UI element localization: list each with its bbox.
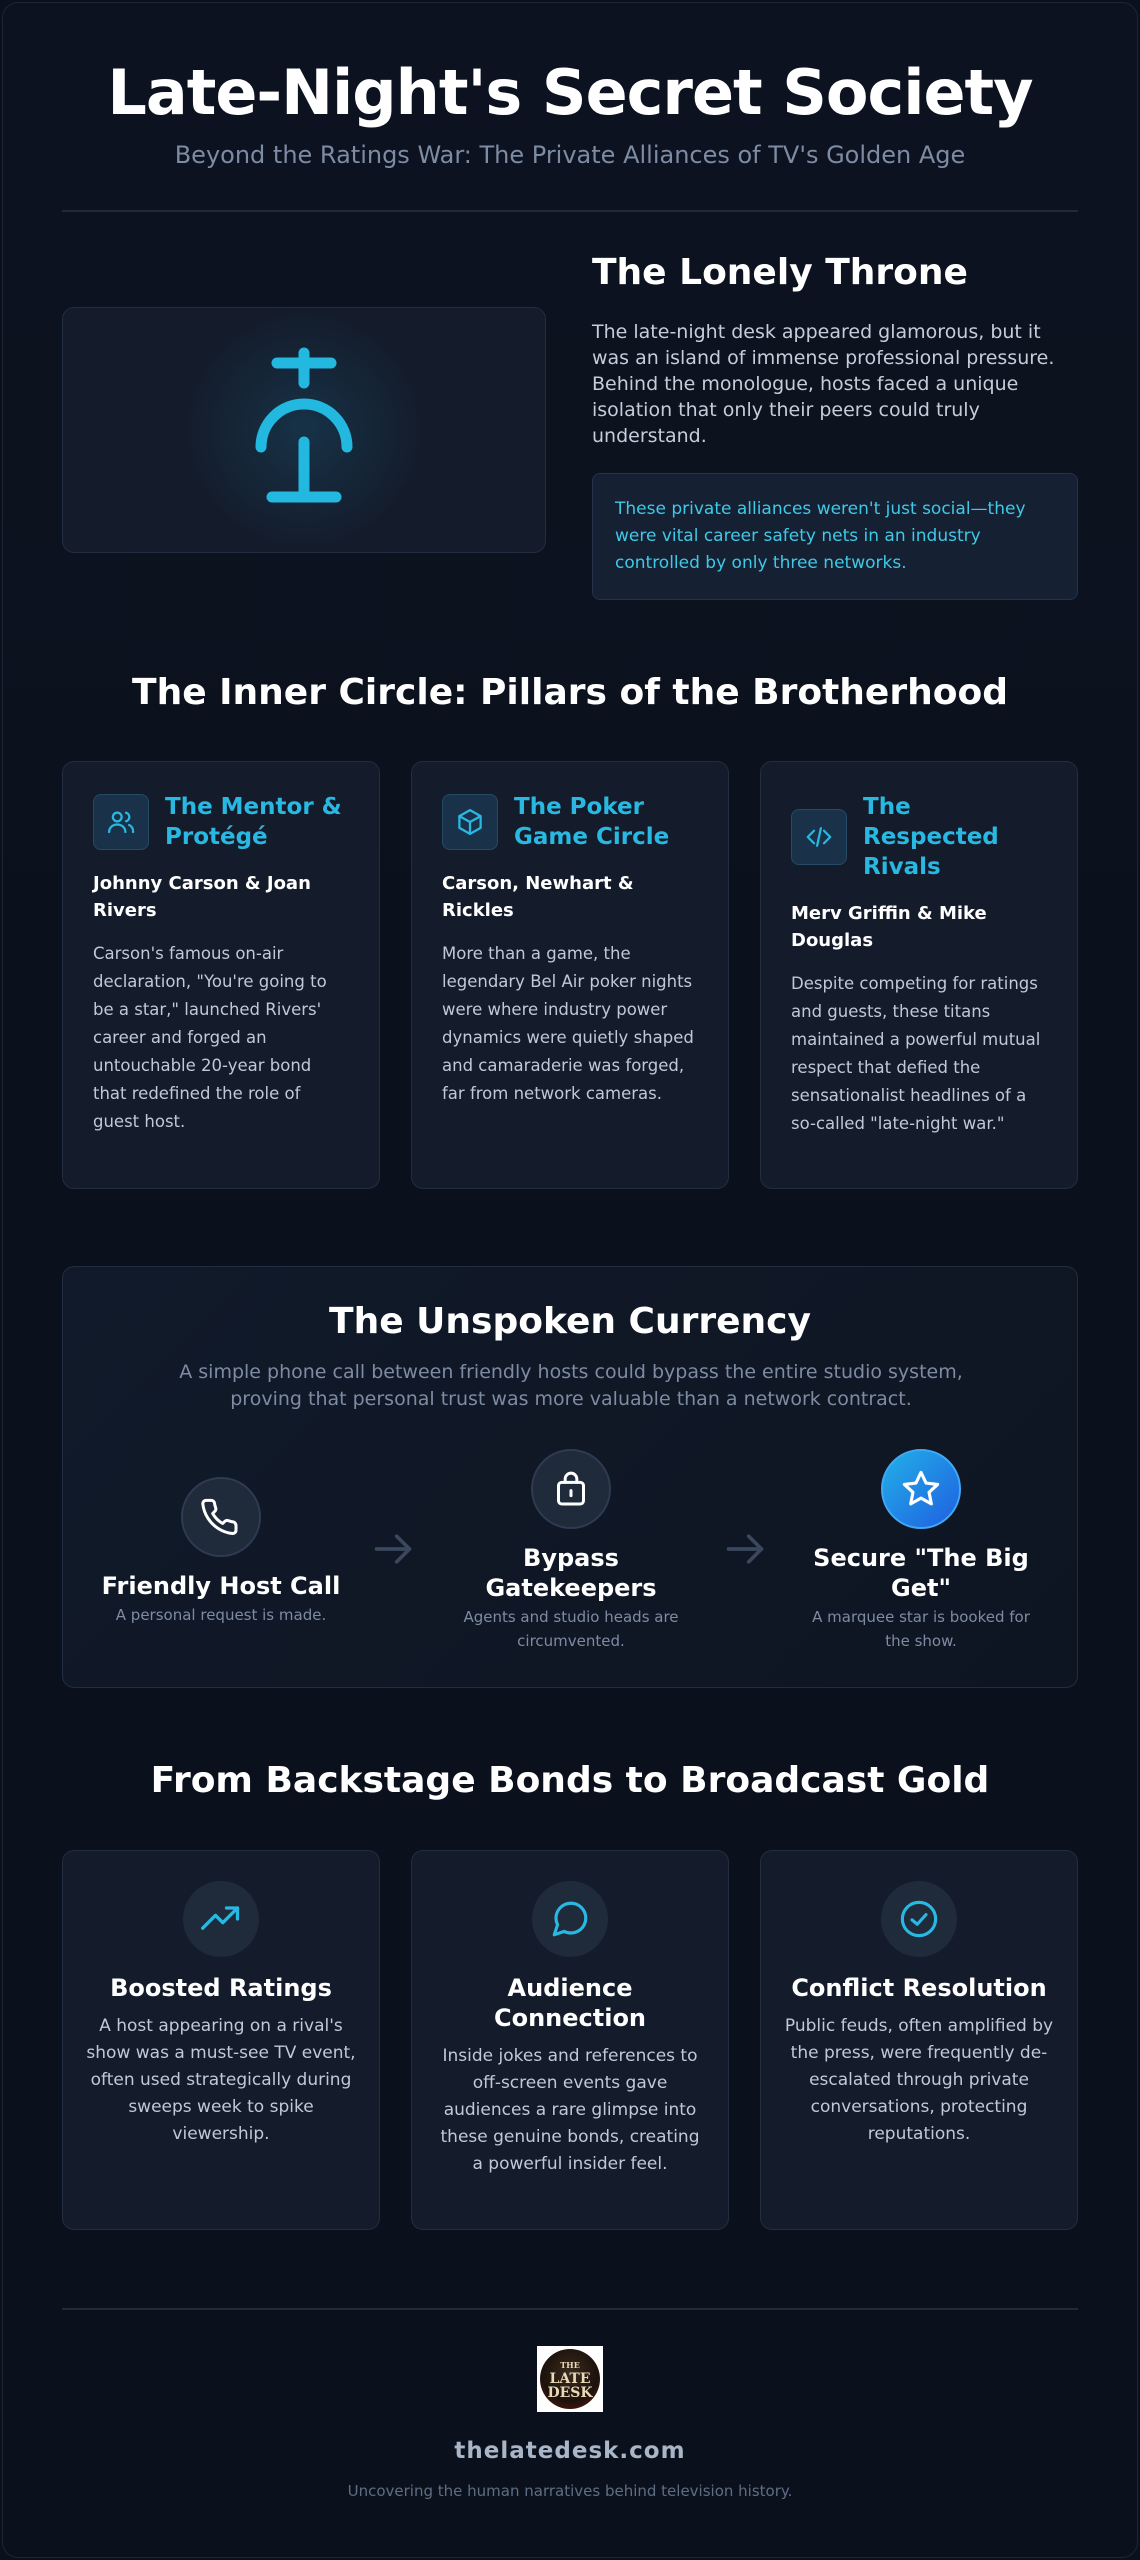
currency-heading: The Unspoken Currency bbox=[329, 1301, 811, 1342]
pillar-names: Johnny Carson & Joan Rivers bbox=[93, 873, 311, 921]
footer-tagline: Uncovering the human narratives behind television history. bbox=[347, 2482, 793, 2500]
star-icon bbox=[881, 1449, 961, 1529]
pillar-card-poker bbox=[411, 761, 729, 1189]
pillar-body: Carson's famous on-air declaration, "You're going to be a star," launched Rivers' career and forged an untouchable 20-year bond that redefined the role of guest host. bbox=[93, 944, 327, 1131]
benefits-heading: From Backstage Bonds to Broadcast Gold bbox=[150, 1760, 990, 1801]
throne-body: The late-night desk appeared glamorous, but it was an island of immense professional pressure. Behind the monologue, hosts faced a unique isolation that only their peers could truly understand. bbox=[592, 321, 1055, 447]
inner-circle-heading: The Inner Circle: Pillars of the Brotherhood bbox=[132, 672, 1008, 713]
phone-icon bbox=[181, 1477, 261, 1557]
site-link[interactable]: thelatedesk.com bbox=[454, 2438, 686, 2464]
page-subtitle: Beyond the Ratings War: The Private Alliances of TV's Golden Age bbox=[174, 141, 966, 169]
step-title: Friendly Host Call bbox=[101, 1572, 341, 1600]
footer bbox=[0, 2346, 1140, 2500]
benefit-title: Conflict Resolution bbox=[791, 1974, 1047, 2002]
step-desc: A personal request is made. bbox=[115, 1606, 327, 1624]
throne-heading: The Lonely Throne bbox=[592, 252, 968, 293]
lamp-post-icon bbox=[239, 345, 369, 515]
throne-callout: These private alliances weren't just social—they were vital career safety nets in an industry controlled by only three networks. bbox=[592, 473, 1078, 600]
benefit-card-conflict bbox=[760, 1850, 1078, 2230]
pillar-title: The Mentor & Protégé bbox=[165, 794, 342, 850]
pillar-body: More than a game, the legendary Bel Air poker nights were where industry power dynamics were quietly shaped and camaraderie was forged, far from network cameras. bbox=[442, 944, 694, 1103]
divider bbox=[62, 2308, 1078, 2310]
code-icon bbox=[791, 809, 847, 865]
arrow-right-icon bbox=[723, 1527, 767, 1571]
benefit-body: Inside jokes and references to off-screen events gave audiences a rare glimpse into these genuine bonds, creating a powerful insider feel. bbox=[440, 2046, 700, 2174]
step-desc: A marquee star is booked for the show. bbox=[812, 1608, 1030, 1650]
flow-step-secure bbox=[801, 1449, 1041, 1653]
brand-logo: THE LATE DESK bbox=[537, 2346, 603, 2412]
trending-up-icon bbox=[183, 1881, 259, 1957]
pillar-card-rivals bbox=[760, 761, 1078, 1189]
lock-icon bbox=[531, 1449, 611, 1529]
page-header bbox=[0, 56, 1140, 169]
users-icon bbox=[93, 794, 149, 850]
step-title: Secure "The Big Get" bbox=[813, 1544, 1029, 1602]
arrow-right-icon bbox=[371, 1527, 415, 1571]
throne-illustration-card bbox=[62, 307, 546, 553]
message-circle-icon bbox=[532, 1881, 608, 1957]
pillar-names: Carson, Newhart & Rickles bbox=[442, 873, 634, 921]
benefit-title: Audience Connection bbox=[493, 1974, 647, 2032]
divider bbox=[62, 210, 1078, 212]
flow-step-call bbox=[101, 1477, 341, 1627]
step-title: Bypass Gatekeepers bbox=[485, 1544, 657, 1602]
benefit-body: A host appearing on a rival's show was a must-see TV event, often used strategically during sweeps week to spike viewership. bbox=[86, 2016, 356, 2144]
benefit-card-ratings bbox=[62, 1850, 380, 2230]
check-circle-icon bbox=[881, 1881, 957, 1957]
flow-step-bypass bbox=[451, 1449, 691, 1653]
benefit-body: Public feuds, often amplified by the press, were frequently de-escalated through private conversations, protecting reputations. bbox=[784, 2016, 1054, 2144]
step-desc: Agents and studio heads are circumvented. bbox=[463, 1608, 679, 1650]
pillar-title: The Respected Rivals bbox=[863, 794, 999, 880]
currency-panel bbox=[62, 1266, 1078, 1688]
pillar-card-mentor bbox=[62, 761, 380, 1189]
benefit-title: Boosted Ratings bbox=[110, 1974, 332, 2002]
throne-text-block bbox=[592, 252, 1078, 600]
cube-icon bbox=[442, 794, 498, 850]
currency-subtitle: A simple phone call between friendly hosts could bypass the entire studio system, proving that personal trust was more valuable than a network contract. bbox=[179, 1361, 963, 1410]
pillar-names: Merv Griffin & Mike Douglas bbox=[791, 903, 987, 951]
pillar-title: The Poker Game Circle bbox=[514, 794, 670, 850]
page-title: Late-Night's Secret Society bbox=[107, 56, 1033, 129]
pillar-body: Despite competing for ratings and guests, these titans maintained a powerful mutual respect that defied the sensationalist headlines of a so-called "late-night war." bbox=[791, 974, 1041, 1133]
benefit-card-audience bbox=[411, 1850, 729, 2230]
